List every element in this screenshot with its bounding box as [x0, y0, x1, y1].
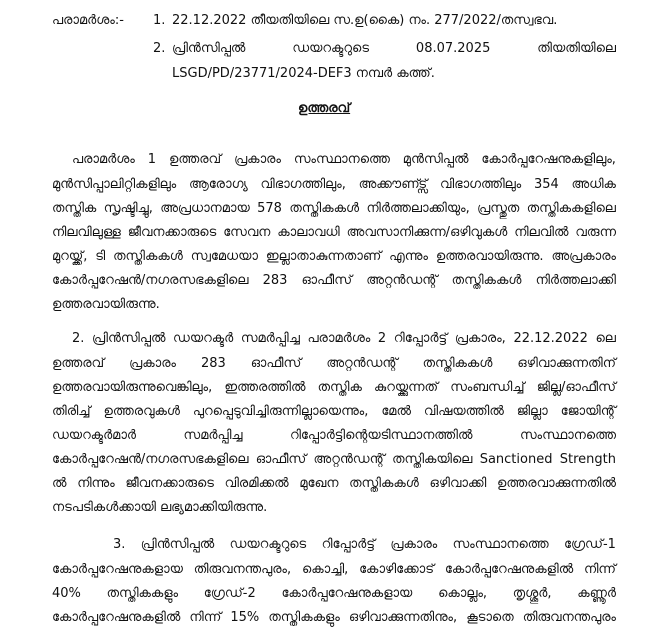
word: നിന്ന്	[189, 610, 222, 625]
word: കോഴിക്കോട്	[359, 562, 435, 577]
word: റിപ്പോർട്ടിന്റെയടിസ്ഥാനത്തിൽ	[290, 428, 473, 443]
word: സ്വമേധയാ	[190, 249, 258, 264]
word: പ്രകാരം	[390, 537, 438, 552]
word: ജീവനക്കാരുടെ	[127, 225, 217, 240]
para-3-line	[113, 537, 616, 553]
word: മുൻസിപ്പൽ	[402, 152, 469, 167]
word: കോർപ്പറേഷൻ/നഗരസഭകളിലെ	[52, 273, 249, 288]
word: വരുന്ന	[575, 225, 616, 240]
word: മുറയ്ക്ക്,	[52, 249, 88, 264]
word: ഓഫീസ്	[301, 273, 353, 288]
word: അപ്രധാനമായ	[160, 201, 250, 216]
word: ഉത്തരവ്	[52, 356, 105, 371]
word: കൂടാതെ	[466, 610, 514, 625]
word: ഒഴിവാക്കുന്നതിനും,	[348, 610, 458, 625]
word: ൽ	[52, 476, 67, 491]
word: കുറയ്ക്കുന്നത്	[374, 380, 439, 395]
reference-1-text: 22.12.2022 തീയതിയിലെ സ.ഉ(കൈ) നം. 277/2022/തസ്വഭവ.	[172, 13, 558, 28]
para-3-line	[52, 586, 616, 602]
word: ഉത്തരവാക്കുന്നതിൽ	[497, 476, 616, 491]
word: ജില്ല/ഓഫീസ്	[536, 380, 616, 395]
word: എന്നും	[389, 249, 428, 264]
ref2-word: 08.07.2025	[415, 41, 491, 56]
word: സംബന്ധിച്ച്	[450, 380, 525, 395]
word: നിർത്തലാക്കിയും,	[366, 201, 470, 216]
word: തസ്തിക	[52, 201, 97, 216]
para-2-line	[72, 331, 616, 347]
word: നിന്നും	[77, 476, 115, 491]
word: തസ്തികകൾ	[422, 356, 493, 371]
word: Strength	[559, 452, 616, 467]
word: 40%	[52, 586, 81, 601]
word: 283	[262, 273, 288, 288]
word: ഇത്തരത്തിൽ	[224, 380, 306, 395]
word: ടി	[95, 249, 106, 264]
word: തസ്തികകൾ	[451, 273, 522, 288]
word: പ്രിൻസിപ്പൽ	[92, 331, 166, 346]
para-2-line	[52, 356, 616, 372]
word: നിന്ന്	[584, 562, 616, 577]
ref2-word: പ്രിൻസിപ്പൽ	[172, 41, 246, 56]
word: പ്രകാരം	[234, 152, 281, 167]
word: അധിക	[571, 177, 616, 192]
word: ഉത്തരവായിരുന്നു.	[435, 249, 544, 264]
word: കണ്ണൂർ	[577, 586, 616, 601]
word: പുറപ്പെടുവിച്ചിരുന്നില്ലായെന്നും,	[192, 404, 369, 419]
word: ഒഴിവാക്കുന്നതിന്	[517, 356, 616, 371]
word: ഒഴിവാക്കി	[429, 476, 487, 491]
para-2-line	[52, 404, 616, 420]
word: സൃഷ്ടിച്ചു,	[103, 201, 153, 216]
para-1-line	[52, 273, 616, 289]
word: ഉത്തരവ്	[169, 152, 222, 167]
word: റിപ്പോർട്ട്	[321, 537, 376, 552]
word: തസ്തികകൾ	[289, 201, 360, 216]
word: മുഖേന	[299, 476, 339, 491]
word: ലെ	[595, 331, 616, 346]
word: ഇല്ലാതാകുന്നതാണ്	[265, 249, 382, 264]
word: തസ്തിക	[317, 380, 362, 395]
word: തസ്തികകൾ	[113, 249, 183, 264]
word: പ്രകാരം	[129, 356, 176, 371]
word: ഗ്രേഡ്-2	[203, 586, 256, 601]
word: ഗ്രേഡ്-1	[564, 537, 616, 552]
word: കൊല്ലം,	[438, 586, 488, 601]
word: സംസ്ഥാനത്തെ	[519, 428, 616, 443]
word: പ്രസ്തുത	[477, 201, 520, 216]
word: മുൻസിപ്പാലിറ്റികളിലും	[52, 177, 177, 192]
word: Sanctioned	[479, 452, 553, 467]
para-2-line: നടപടികൾക്കായി ലഭ്യമാക്കിയിരുന്നു.	[52, 500, 268, 515]
word: 354	[533, 177, 559, 192]
word: നിർത്തലാക്കി	[535, 273, 616, 288]
word: വിരമിക്കൽ	[224, 476, 289, 491]
word: തിരിച്ച്	[52, 404, 91, 419]
word: അപ്രകാരം	[551, 249, 616, 264]
word: വിഭാഗത്തിലും	[439, 177, 522, 192]
para-1-line	[52, 225, 616, 241]
word: റിപ്പോർട്ട്	[393, 331, 448, 346]
word: തസ്തികകളിലെ	[526, 201, 616, 216]
reference-2-number: 2.	[153, 41, 166, 56]
para-1-line	[72, 152, 616, 168]
word: തസ്തികകളും	[106, 586, 179, 601]
word: പ്രകാരം,	[454, 331, 506, 346]
word: 22.12.2022	[513, 331, 588, 346]
word: ഡയറക്ടർ	[173, 331, 234, 346]
reference-2-line-2: LSGD/PD/23771/2024-DEF3 നമ്പർ കത്ത്.	[172, 66, 435, 81]
word: കോർപ്പറേഷനുകളായ	[52, 562, 183, 577]
word: സേവന	[223, 225, 271, 240]
para-2-line	[52, 380, 616, 396]
order-title: ഉത്തരവ്	[298, 101, 351, 116]
word: ജില്ലാ	[516, 404, 548, 419]
word: തിരുവനന്തപുരം,	[193, 562, 292, 577]
word: തസ്തികകളും	[268, 610, 340, 625]
para-2-line	[52, 476, 616, 492]
word: 3.	[113, 537, 126, 552]
word: കോർപ്പറേഷൻ/നഗരസഭകളിലെ	[52, 452, 249, 467]
word: 2	[377, 331, 387, 346]
para-2-line	[52, 428, 616, 444]
word: അറ്റൻഡന്റ്	[326, 356, 398, 371]
para-3-line	[52, 610, 616, 626]
reference-2-line-1	[172, 41, 616, 57]
word: 15%	[230, 610, 260, 625]
references-label: പരാമർശം:-	[52, 13, 124, 28]
word: കോർപ്പറേഷനുകളിൽ	[52, 610, 181, 625]
word: കോർപ്പറേഷനുകളിലും,	[481, 152, 616, 167]
word: അവസാനിക്കുന്ന/ഒഴിവുകൾ	[346, 225, 508, 240]
para-1-line	[52, 177, 616, 193]
word: ഡയറക്ടറുടെ	[229, 537, 307, 552]
word: ഉത്തരവുകൾ	[103, 404, 180, 419]
word: കോർപ്പറേഷനുകളായ	[281, 586, 413, 601]
word: കോർപ്പറേഷനുകളിൽ	[444, 562, 574, 577]
word: പരാമർശം	[307, 331, 371, 346]
word: തസ്തികകൾ	[349, 476, 419, 491]
word: ജീവനക്കാരുടെ	[125, 476, 214, 491]
para-3-line	[52, 562, 616, 578]
word: പരാമർശം	[72, 152, 135, 167]
word: 283	[200, 356, 226, 371]
para-1-line	[52, 201, 616, 217]
word: തിരുവനന്തപുരം	[522, 610, 616, 625]
word: മേൽ	[381, 404, 411, 419]
word: അറ്റൻഡന്റ്	[313, 452, 385, 467]
word: സമർപ്പിച്ച	[240, 331, 300, 346]
word: നിലവിൽ	[514, 225, 569, 240]
word: ഡയറക്ടർമാർ	[52, 428, 137, 443]
word: ഉത്തരവായിരുന്നുവെങ്കിലും,	[52, 380, 213, 395]
word: ജോയിന്റ്	[560, 404, 616, 419]
word: തസ്തികയിലെ	[392, 452, 473, 467]
word: ആരോഗ്യ	[188, 177, 248, 192]
word: സമർപ്പിച്ച	[183, 428, 243, 443]
word: കാലാവധി	[277, 225, 340, 240]
word: സംസ്ഥാനത്തെ	[293, 152, 390, 167]
word: പ്രിൻസിപ്പൽ	[140, 537, 215, 552]
word: വിഭാഗത്തിലും,	[260, 177, 346, 192]
word: കൊച്ചി,	[301, 562, 349, 577]
reference-1-number: 1.	[153, 13, 166, 28]
word: ഓഫീസ്	[250, 356, 302, 371]
word: വിഷയത്തിൽ	[423, 404, 504, 419]
word: നിലവിലുള്ള	[52, 225, 121, 240]
word: 1	[147, 152, 157, 167]
para-1-line	[52, 249, 616, 265]
word: സംസ്ഥാനത്തെ	[452, 537, 549, 552]
ref2-word: തിയതിയിലെ	[537, 41, 616, 56]
word: 578	[257, 201, 282, 216]
word: അക്കൗണ്ട്സ്	[358, 177, 428, 192]
para-2-line	[52, 452, 616, 468]
ref2-word: ഡയറക്ടറുടെ	[292, 41, 369, 56]
word: അറ്റൻഡന്റ്	[366, 273, 438, 288]
word: തൃശ്ശൂർ,	[512, 586, 552, 601]
word: 2.	[72, 331, 85, 346]
para-1-line: ഉത്തരവായിരുന്നു.	[52, 297, 160, 312]
word: ഓഫീസ്	[255, 452, 307, 467]
